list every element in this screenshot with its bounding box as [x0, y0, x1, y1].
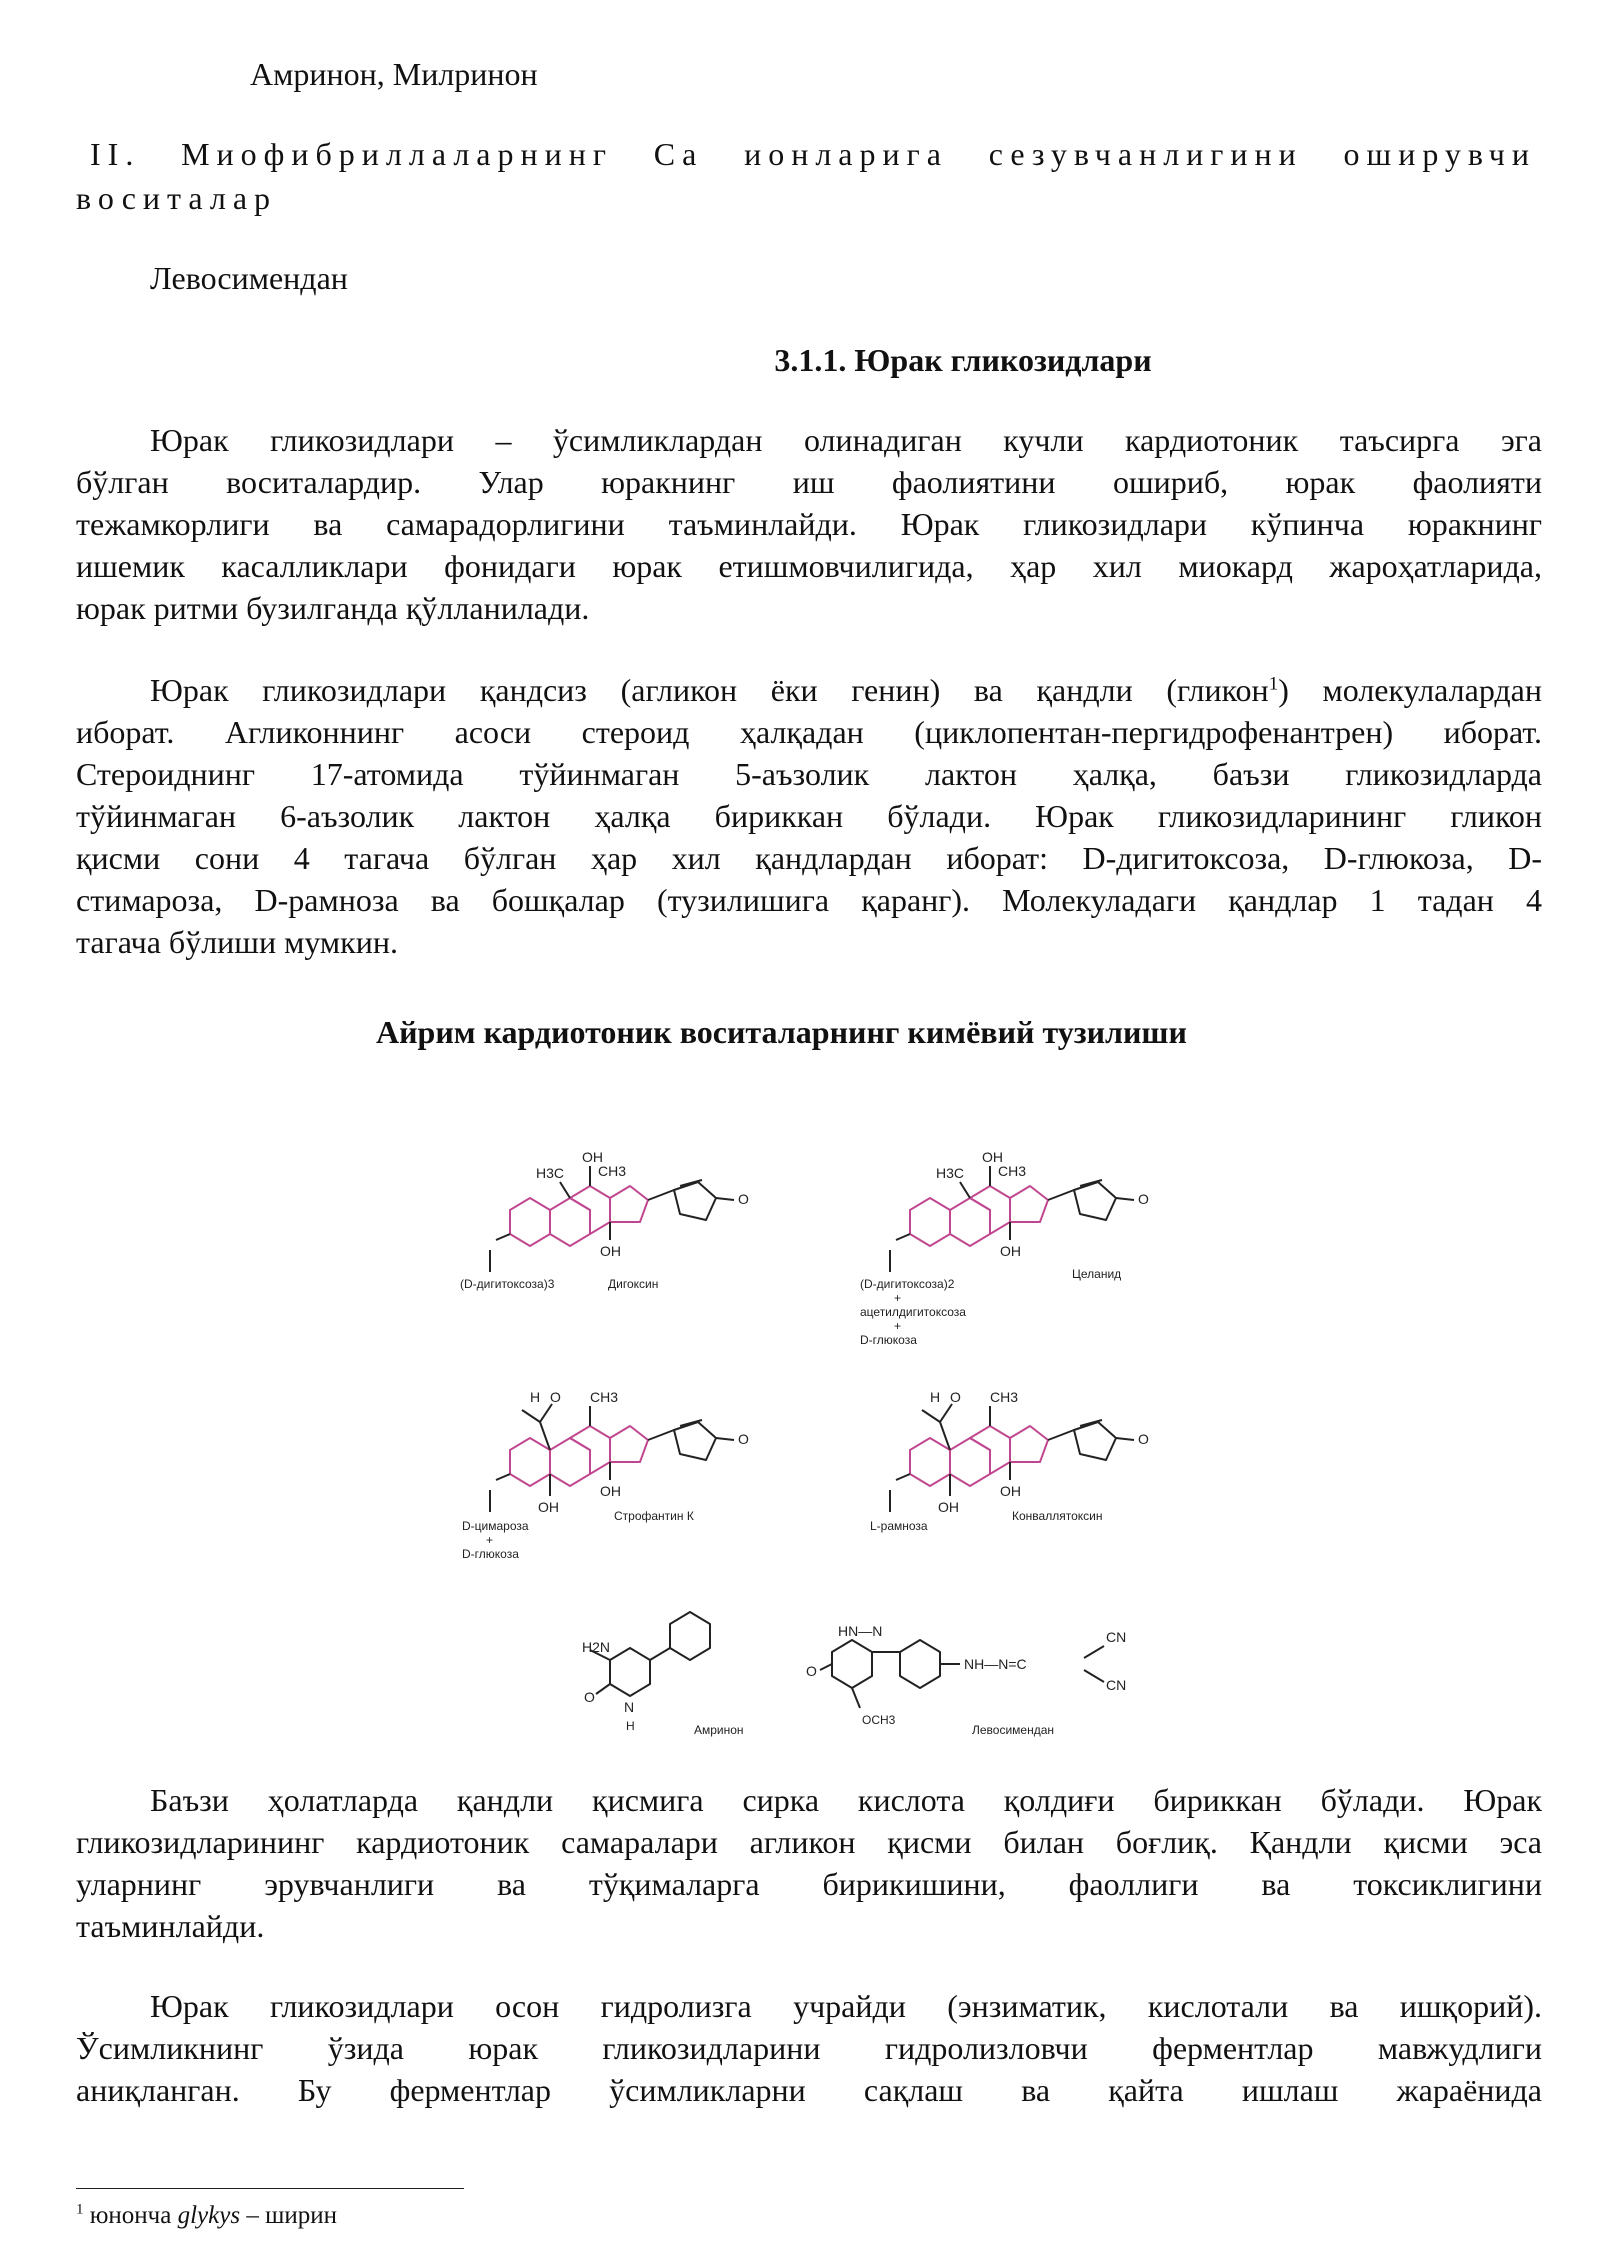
amrinone-name: Амринон [694, 1723, 744, 1737]
celanide-oh-mid: OH [1000, 1243, 1021, 1259]
amrinone-h: H [626, 1719, 635, 1733]
strophanthin-sugar-2: D-глюкоза [462, 1547, 519, 1561]
para2-line-7: тагача бўлиши мумкин. [76, 924, 398, 960]
amrinone-h2n: H2N [582, 1639, 611, 1655]
amrinone-n: N [624, 1699, 635, 1715]
strophanthin-oh-low: OH [538, 1499, 559, 1515]
levosimendan-name: Левосимендан [972, 1723, 1055, 1737]
convallatoxin-name: Конваллятоксин [1012, 1509, 1103, 1523]
celanide-sugar-3: D-глюкоза [860, 1333, 917, 1347]
para2-line-2: иборат. Агликоннинг асоси стероид ҳалқадан (циклопентан-пергидрофенантрен) иборат. [76, 714, 1542, 750]
para3-line-2: гликозидларининг кардиотоник самаралари агликон қисми билан боғлиқ. Қандли қисми эса [76, 1824, 1542, 1860]
para2-line-1: Юрак гликозидлари қандсиз (агликон ёки генин) ва қандли (гликон$^1$) молекулалардан [150, 672, 1543, 708]
celanide-sugar-2: ацетилдигитоксоза [860, 1305, 966, 1319]
para2-line-5: қисми сони 4 тагача бўлган ҳар хил қандлардан иборат: D-дигитоксоза, D-глюкоза, D- [76, 840, 1542, 876]
convallatoxin-h: H [930, 1389, 941, 1405]
section-heading-line-2: воситалар [76, 180, 278, 216]
levosimendan-och3: OCH3 [862, 1713, 896, 1727]
amrinone-o: O [584, 1689, 595, 1705]
levosimendan-o: O [806, 1663, 817, 1679]
footnote-ref: 1 [1268, 673, 1279, 695]
section-heading-line-1: II. Миофибриллаларнинг Са ионларига сезувчанлигини оширувчи [90, 136, 1536, 172]
strophanthin-o-ald: O [550, 1389, 561, 1405]
digoxin-oh-mid: OH [600, 1243, 621, 1259]
levosimendan-line: Левосимендан [150, 260, 348, 296]
digoxin-h3c: H3C [536, 1165, 565, 1181]
digoxin-o: O [738, 1191, 749, 1207]
celanide-plus-1: + [894, 1291, 902, 1305]
para1-line-5: юрак ритми бузилганда қўлланилади. [76, 590, 590, 626]
chemical-structures-figure [440, 1090, 1160, 1750]
para3-line-1: Баъзи ҳолатларда қандли қисмига сирка кислота қолдиғи бириккан бўлади. Юрак [150, 1782, 1542, 1818]
celanide-oh-top: OH [982, 1149, 1003, 1165]
strophanthin-name: Строфантин К [614, 1509, 694, 1523]
convallatoxin-o-ald: O [950, 1389, 961, 1405]
footnote: $^1$ юнонча glykys – ширин [76, 2201, 337, 2229]
convallatoxin-sugar: L-рамноза [870, 1519, 928, 1533]
levosimendan-cn-1: CN [1106, 1629, 1127, 1645]
para3-line-3: уларнинг эрувчанлиги ва тўқималарга бирикишини, фаоллиги ва токсиклигини [76, 1866, 1542, 1902]
digoxin-oh-top: OH [582, 1149, 603, 1165]
celanide-name: Целанид [1072, 1267, 1122, 1281]
strophanthin-plus: + [486, 1533, 494, 1547]
digoxin-sugar: (D-дигитоксоза)3 [460, 1277, 555, 1291]
digoxin-ch3: CH3 [598, 1163, 627, 1179]
para1-line-2: бўлган воситалардир. Улар юракнинг иш фаолиятини ошириб, юрак фаолияти [76, 464, 1542, 500]
strophanthin-oh-mid: OH [600, 1483, 621, 1499]
celanide-sugar-1: (D-дигитоксоза)2 [860, 1277, 955, 1291]
convallatoxin-o: O [1138, 1431, 1149, 1447]
convallatoxin-oh-mid: OH [1000, 1483, 1021, 1499]
celanide-ch3: CH3 [998, 1163, 1027, 1179]
levosimendan-nh-n-c: NH—N=C [964, 1656, 1027, 1672]
levosimendan-structure [820, 1640, 1104, 1708]
para1-line-4: ишемик касалликлари фонидаги юрак етишмовчилигида, ҳар хил миокард жароҳатларида, [76, 548, 1542, 584]
drug-names-line: Амринон, Милринон [250, 56, 538, 92]
digoxin-name: Дигоксин [608, 1277, 659, 1291]
levosimendan-hn-n: HN—N [838, 1623, 883, 1639]
celanide-h3c: H3C [936, 1165, 965, 1181]
strophanthin-sugar-1: D-цимароза [462, 1519, 529, 1533]
para2-line-4: тўйинмаган 6-аъзолик лактон ҳалқа бириккан бўлади. Юрак гликозидларининг гликон [76, 798, 1542, 834]
para2-line-3: Стероиднинг 17-атомида тўйинмаган 5-аъзолик лактон ҳалқа, баъзи гликозидларда [76, 756, 1542, 792]
convallatoxin-oh-low: OH [938, 1499, 959, 1515]
para1-line-3: тежамкорлиги ва самарадорлигини таъминлайди. Юрак гликозидлари кўпинча юракнинг [76, 506, 1542, 542]
celanide-o: O [1138, 1191, 1149, 1207]
para4-line-2: Ўсимликнинг ўзида юрак гликозидларини гидролизловчи ферментлар мавжудлиги [76, 2030, 1542, 2066]
celanide-plus-2: + [894, 1319, 902, 1333]
para4-line-1: Юрак гликозидлари осон гидролизга учрайди (энзиматик, кислотали ва ишқорий). [150, 1988, 1542, 2024]
figure-title: Айрим кардиотоник воситаларнинг кимёвий тузилиши [376, 1014, 1187, 1050]
convallatoxin-ch3: CH3 [990, 1389, 1019, 1405]
chapter-heading: 3.1.1. Юрак гликозидлари [774, 342, 1152, 378]
para2-line-6: стимароза, D-рамноза ва бошқалар (тузилишига қаранг). Молекуладаги қандлар 1 тадан 4 [76, 882, 1542, 918]
strophanthin-o: O [738, 1431, 749, 1447]
footnote-divider [76, 2188, 464, 2189]
para4-line-3: аниқланган. Бу ферментлар ўсимликларни сақлаш ва қайта ишлаш жараёнида [76, 2072, 1542, 2108]
levosimendan-cn-2: CN [1106, 1677, 1127, 1693]
strophanthin-h: H [530, 1389, 541, 1405]
para3-line-4: таъминлайди. [76, 1908, 265, 1944]
strophanthin-ch3: CH3 [590, 1389, 619, 1405]
para1-line-1: Юрак гликозидлари – ўсимликлардан олинадиган кучли кардиотоник таъсирга эга [150, 422, 1542, 458]
